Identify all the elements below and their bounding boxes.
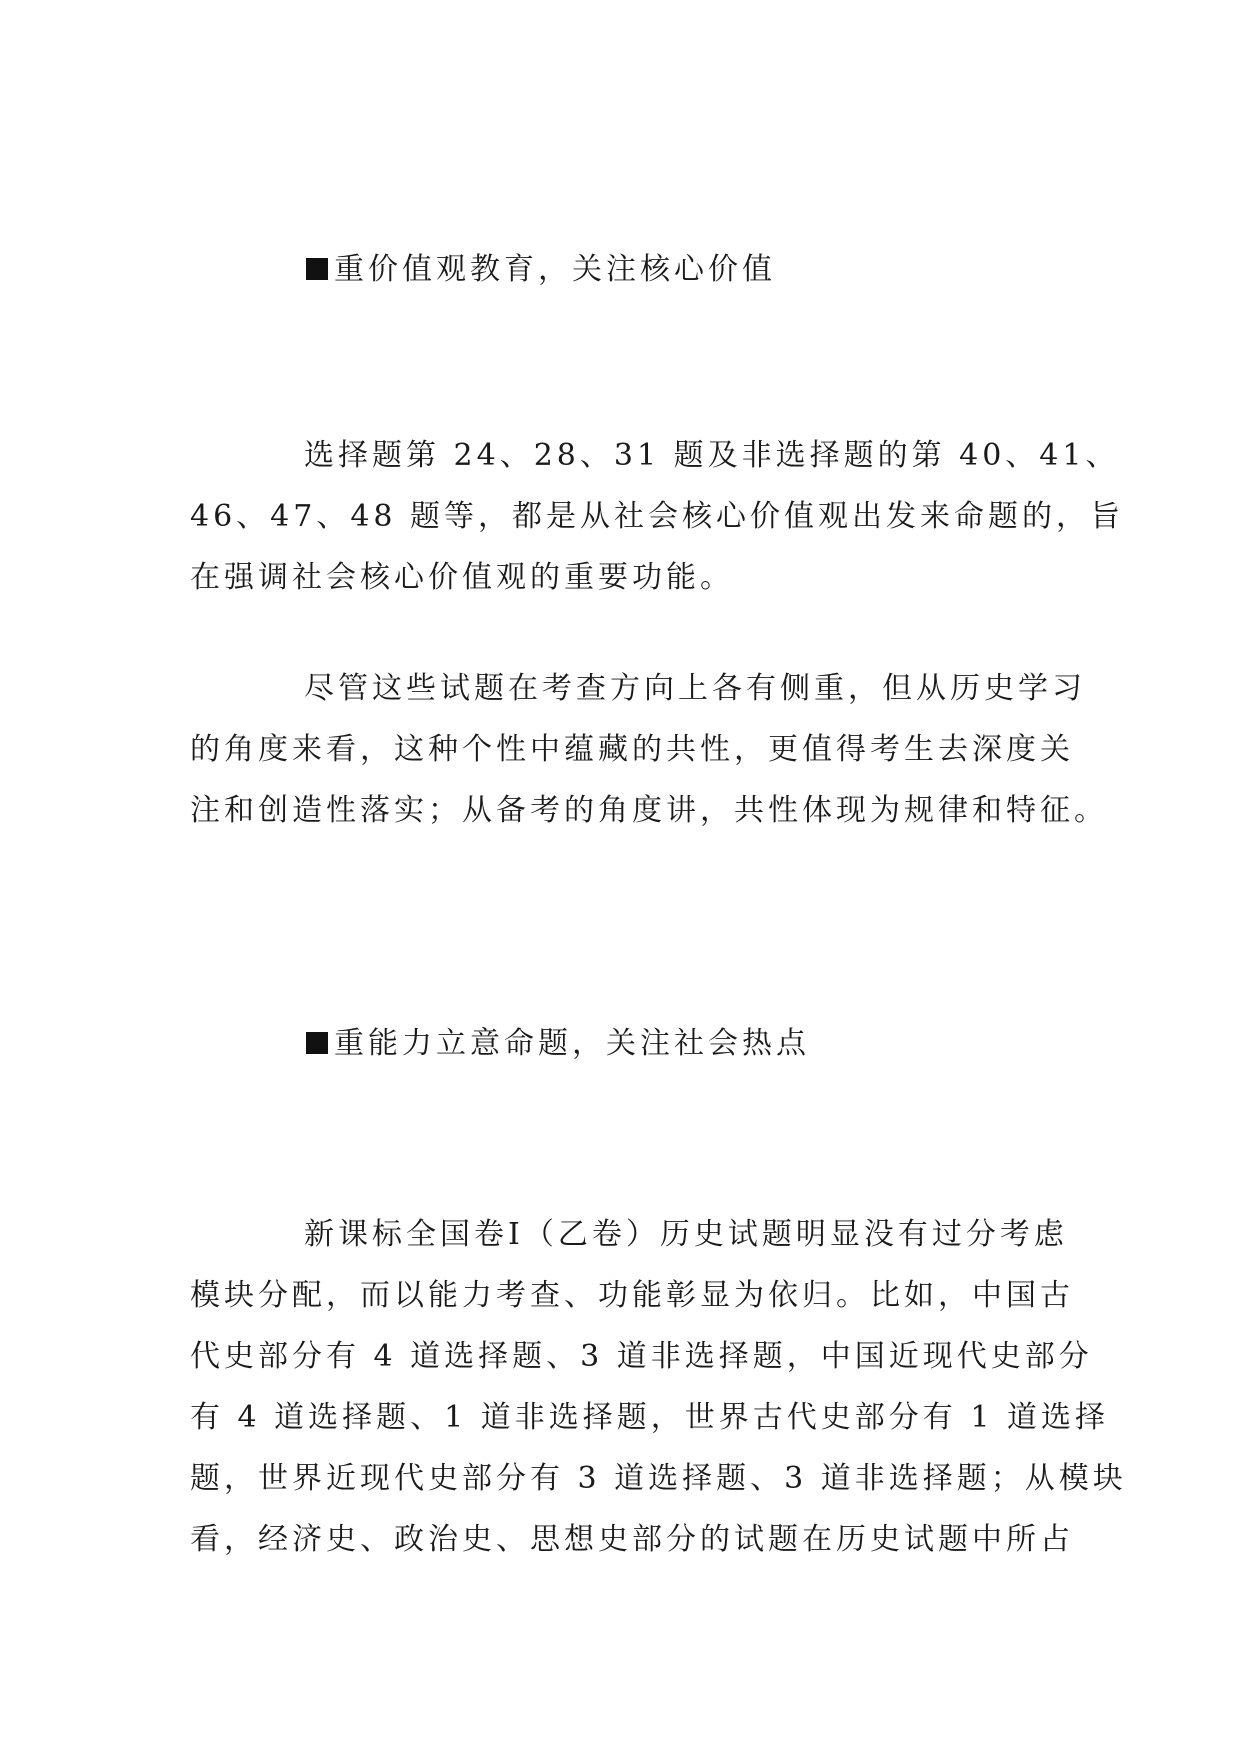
square-bullet-icon xyxy=(306,258,328,280)
paragraph-line: 的角度来看，这种个性中蕴藏的共性，更值得考生去深度关 xyxy=(190,732,1074,767)
paragraph-line: 题，世界近现代史部分有 3 道选择题、3 道非选择题；从模块 xyxy=(190,1461,1127,1496)
paragraph-line: 新课标全国卷Ⅰ（乙卷）历史试题明显没有过分考虑 xyxy=(304,1217,1068,1252)
paragraph-line: 代史部分有 4 道选择题、3 道非选择题，中国近现代史部分 xyxy=(190,1339,1093,1374)
paragraph-line: 注和创造性落实；从备考的角度讲，共性体现为规律和特征。 xyxy=(190,793,1108,828)
paragraph-core-values xyxy=(190,425,1125,608)
paragraph-line: 看，经济史、政治史、思想史部分的试题在历史试题中所占 xyxy=(190,1522,1074,1557)
paragraph-line: 有 4 道选择题、1 道非选择题，世界古代史部分有 1 道选择 xyxy=(190,1400,1109,1435)
section-heading-values xyxy=(306,250,776,290)
paragraph-line: 尽管这些试题在考查方向上各有侧重，但从历史学习 xyxy=(304,671,1086,706)
paragraph-line: 模块分配，而以能力考查、功能彰显为依归。比如，中国古 xyxy=(190,1278,1074,1313)
paragraph-commonality xyxy=(190,658,1108,841)
square-bullet-icon xyxy=(306,1032,328,1054)
section-heading-ability xyxy=(306,1024,810,1064)
paragraph-line: 在强调社会核心价值观的重要功能。 xyxy=(190,560,734,595)
heading-text: 重能力立意命题，关注社会热点 xyxy=(334,1026,810,1061)
paragraph-module-distribution xyxy=(190,1204,1127,1570)
paragraph-line: 选择题第 24、28、31 题及非选择题的第 40、41、 xyxy=(304,438,1120,473)
paragraph-line: 46、47、48 题等，都是从社会核心价值观出发来命题的，旨 xyxy=(190,499,1125,534)
heading-text: 重价值观教育，关注核心价值 xyxy=(334,252,776,287)
